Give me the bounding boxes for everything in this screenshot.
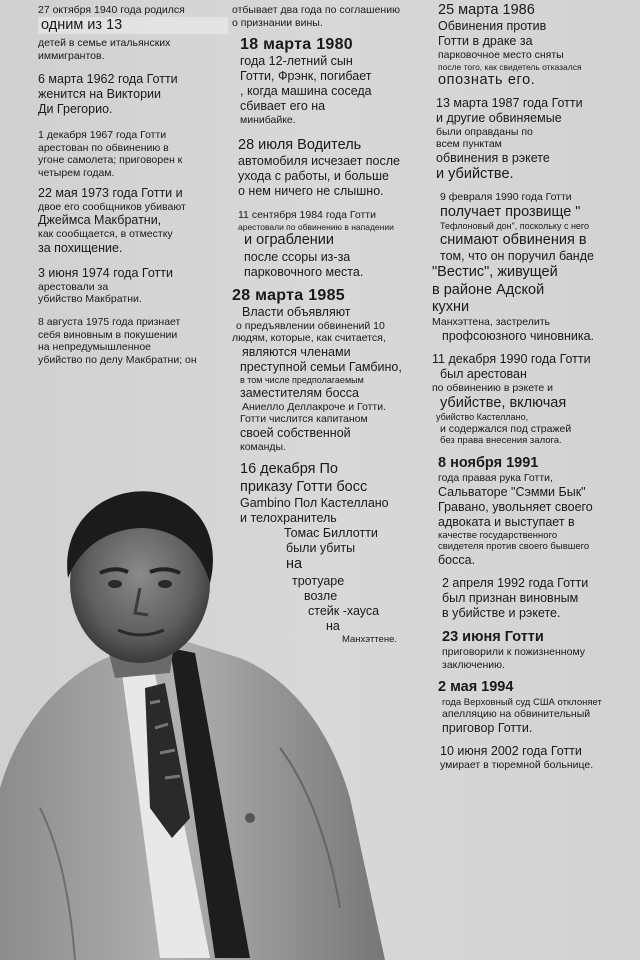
entry-1985 xyxy=(232,286,428,454)
left-eye xyxy=(108,580,122,588)
entry-line: парковочного места. xyxy=(244,264,364,279)
entry-line: себя виновным в покушении xyxy=(38,328,178,341)
entry-line: приговорили к пожизненному xyxy=(442,646,586,658)
entry-line: 2 мая 1994 xyxy=(438,679,514,696)
entry-line: убийство Макбратни. xyxy=(38,293,142,306)
entry-1990-dec xyxy=(432,352,632,447)
entry-line: Джеймса Макбратни, xyxy=(38,213,162,228)
entry-line: свидетеля против своего бывшего xyxy=(438,541,590,553)
entry-line: 23 июня Готти xyxy=(442,628,544,645)
entry-line: 1 декабря 1967 года Готти xyxy=(38,129,167,142)
entry-line: как сообщается, в отместку xyxy=(38,228,173,241)
entry-2002 xyxy=(440,744,640,772)
entry-line: обвинения в рэкете xyxy=(436,150,550,165)
entry-line: года правая рука Готти, xyxy=(438,472,553,485)
entry-line: преступной семьи Гамбино, xyxy=(240,359,402,374)
entry-line: детей в семье итальянских xyxy=(38,36,171,49)
entry-line: Томас Биллотти xyxy=(284,526,378,541)
entry-birth xyxy=(38,4,228,62)
entry-line: и другие обвиняемые xyxy=(436,110,562,125)
entry-line: Манхэттена, застрелить xyxy=(432,316,551,329)
entry-1986 xyxy=(438,2,638,90)
entry-line: ухода с работы, и больше xyxy=(238,169,389,184)
entry-line: Обвинения против xyxy=(438,19,547,34)
entry-line: после ссоры из-за xyxy=(244,249,351,264)
entry-line: о предъявлении обвинений 10 xyxy=(236,319,385,332)
entry-line: 27 октября 1940 года родился xyxy=(38,4,185,16)
entry-marriage xyxy=(38,72,228,117)
entry-line: 25 марта 1986 xyxy=(438,2,535,18)
entry-line: на xyxy=(326,618,340,633)
entry-line: убийстве, включая xyxy=(440,394,567,411)
entry-line: на xyxy=(286,556,303,573)
entry-line: 8 ноября 1991 xyxy=(438,454,539,471)
entry-line: сбивает его на xyxy=(240,99,326,114)
entry-line: Аниелло Деллакроче и Готти. xyxy=(242,400,387,413)
entry-line: стейк -хауса xyxy=(308,603,380,618)
entry-line: был признан виновным xyxy=(442,590,579,605)
entry-line: были оправданы по xyxy=(436,125,533,138)
entry-line: тротуаре xyxy=(292,573,345,588)
entry-line: в районе Адской xyxy=(432,281,545,298)
entry-line: босса. xyxy=(438,552,476,567)
entry-line: 16 декабря По xyxy=(240,461,338,478)
entry-line: 22 мая 1973 года Готти и xyxy=(38,185,183,200)
entry-line: своей собственной xyxy=(240,425,351,440)
entry-1973 xyxy=(38,186,228,256)
entry-line: по обвинению в рэкете и xyxy=(432,382,554,395)
entry-line: в убийстве и рэкете. xyxy=(442,605,561,620)
entry-line: 18 марта 1980 xyxy=(240,36,354,54)
entry-line: всем пунктам xyxy=(436,138,502,151)
entry-plea xyxy=(232,4,428,29)
entry-line: получает прозвище " xyxy=(440,203,581,220)
entry-line: 28 марта 1985 xyxy=(232,286,346,304)
entry-line: арестовали за xyxy=(38,280,109,293)
entry-line: 9 февраля 1990 года Готти xyxy=(440,191,572,204)
entry-line: и убийстве. xyxy=(436,165,514,182)
entry-line: года 12-летний сын xyxy=(240,54,353,69)
entry-line: автомобиля исчезает после xyxy=(238,154,400,169)
entry-line: приказу Готти босс xyxy=(240,478,368,495)
entry-line: Готти, Фрэнк, погибает xyxy=(240,69,372,84)
entry-line: снимают обвинения в xyxy=(440,231,587,248)
entry-1991 xyxy=(438,455,638,568)
entry-1975 xyxy=(38,316,228,366)
entry-line: Манхэттене. xyxy=(342,633,397,645)
entry-line: заместителям босса xyxy=(240,385,360,400)
entry-line: людям, которые, как считается, xyxy=(232,332,386,345)
entry-1974 xyxy=(38,266,228,306)
entry-line: Gambino Пол Кастеллано xyxy=(240,496,389,511)
entry-line: Готти числится капитаном xyxy=(240,413,368,426)
entry-line: Власти объявляют xyxy=(242,304,351,319)
entry-line: за похищение. xyxy=(38,240,123,255)
entry-line: профсоюзного чиновника. xyxy=(442,329,595,344)
right-eye xyxy=(158,580,172,588)
entry-line: кухни xyxy=(432,299,470,316)
entry-line: 3 июня 1974 года Готти xyxy=(38,265,173,280)
entry-line: опознать его. xyxy=(438,72,536,89)
entry-line: Гравано, увольняет своего xyxy=(438,499,593,514)
entry-line: качестве государственного xyxy=(438,529,558,541)
entry-1967 xyxy=(38,129,228,179)
entry-line: Сальваторе "Сэмми Бык" xyxy=(438,484,586,499)
entry-line: команды. xyxy=(240,440,286,453)
entry-line: 13 марта 1987 года Готти xyxy=(436,95,583,110)
entry-line: парковочное место сняты xyxy=(438,49,564,62)
entry-line: 8 августа 1975 года признает xyxy=(38,315,181,328)
entry-line: без права внесения залога. xyxy=(440,435,562,447)
entry-line: и содержался под стражей xyxy=(440,422,572,435)
entry-line: арестован по обвинению в xyxy=(38,141,169,154)
entry-1994 xyxy=(438,679,638,735)
portrait-photo xyxy=(0,488,385,960)
entry-line: Тефлоновый дон", поскольку с него xyxy=(440,221,590,232)
entry-line: адвоката и выступает в xyxy=(438,514,575,529)
entry-line: в том числе предполагаемым xyxy=(240,374,364,385)
entry-1990-feb xyxy=(432,191,632,344)
entry-line: заключению. xyxy=(442,658,505,671)
entry-line: угоне самолета; приговорен к xyxy=(38,154,183,167)
entry-line: о нем ничего не слышно. xyxy=(238,184,384,199)
entry-line: Готти в драке за xyxy=(438,34,533,49)
entry-line: 11 декабря 1990 года Готти xyxy=(432,352,591,367)
entry-line: отбывает два года по соглашению xyxy=(232,4,400,16)
entry-1987 xyxy=(436,96,636,184)
entry-line: умирает в тюремной больнице. xyxy=(440,758,594,771)
entry-line: приговор Готти. xyxy=(442,720,533,735)
entry-line: двое его сообщников убивают xyxy=(38,200,186,213)
entry-june-1992 xyxy=(442,629,640,672)
entry-line: минибайке. xyxy=(240,114,296,127)
entry-line: убийство по делу Макбратни; он xyxy=(38,353,197,366)
entry-line: на непредумышленное xyxy=(38,341,152,354)
entry-line: , когда машина соседа xyxy=(240,84,372,99)
entry-line: четырем годам. xyxy=(38,166,115,179)
entry-line: возле xyxy=(304,588,338,603)
entry-line: 2 апреля 1992 года Готти xyxy=(442,575,589,590)
entry-line: "Вестис", живущей xyxy=(432,264,558,281)
entry-line: арестовали по обвинению в нападении xyxy=(238,221,394,232)
entry-line: после того, как свидетель отказался xyxy=(438,61,582,72)
entry-line: иммигрантов. xyxy=(38,49,105,62)
entry-line: том, что он поручил банде xyxy=(440,249,594,264)
timeline-column-3 xyxy=(432,0,632,771)
entry-line: и ограблении xyxy=(244,232,334,249)
entry-line: 11 сентября 1984 года Готти xyxy=(238,209,376,222)
entry-july-driver xyxy=(238,137,434,199)
timeline-column-1 xyxy=(38,0,228,366)
entry-line: убийство Кастеллано, xyxy=(436,412,529,423)
entry-line: 28 июля Водитель xyxy=(238,136,362,153)
entry-line: одним из 13 xyxy=(38,17,228,34)
entry-1992 xyxy=(442,576,640,621)
jacket-button xyxy=(245,813,255,823)
entry-line: были убиты xyxy=(286,541,356,556)
entry-line: апелляцию на обвинительный xyxy=(442,707,591,720)
entry-line: являются членами xyxy=(242,344,351,359)
entry-line: 10 июня 2002 года Готти xyxy=(440,743,582,758)
entry-line: года Верховный суд США отклоняет xyxy=(442,696,602,708)
entry-line: Ди Грегорио. xyxy=(38,102,113,117)
entry-1984 xyxy=(238,209,434,279)
entry-line: 6 марта 1962 года Готти xyxy=(38,72,178,87)
entry-line: женится на Виктории xyxy=(38,87,161,102)
entry-line: о признании вины. xyxy=(232,16,323,29)
entry-line: был арестован xyxy=(440,367,527,382)
entry-line: и телохранитель xyxy=(240,511,337,526)
entry-1980 xyxy=(240,35,436,127)
